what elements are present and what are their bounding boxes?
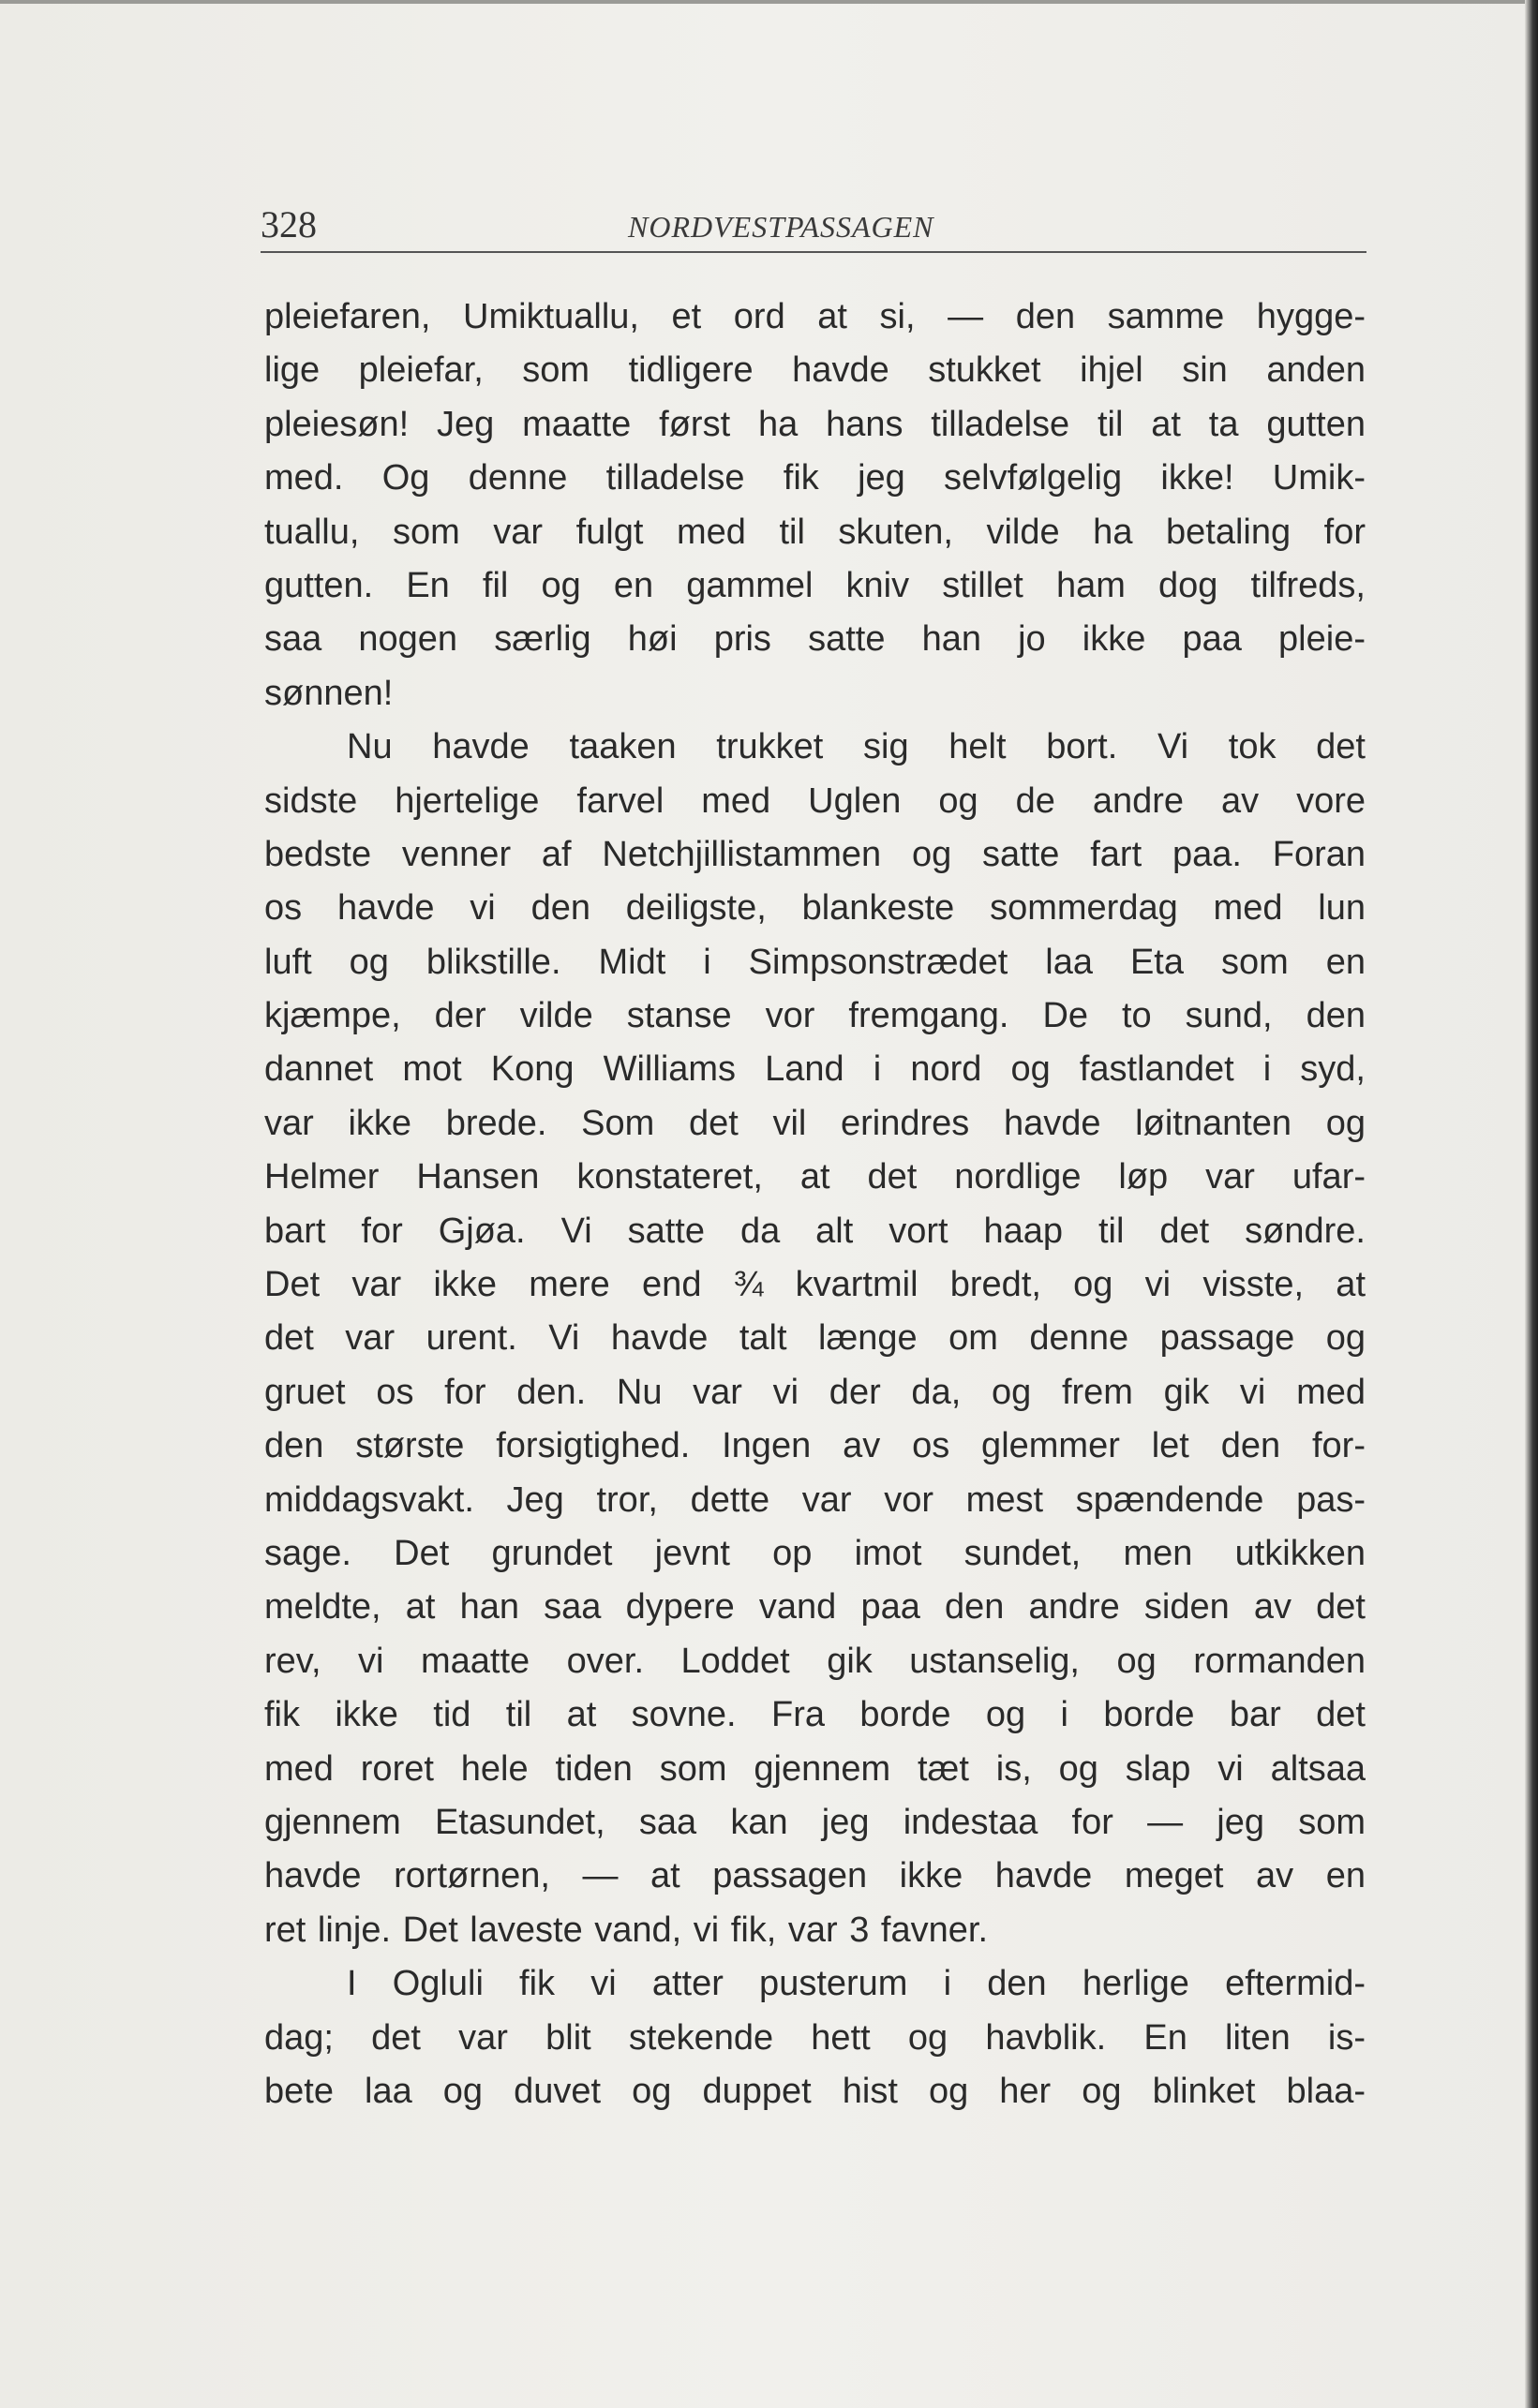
text-line: bart for Gjøa. Vi satte da alt vort haap til det søndre. — [264, 1211, 1366, 1251]
paragraph-first-line: I Ogluli fik vi atter pusterum i den herlige eftermid- — [347, 1964, 1366, 2004]
text-line: havde rortørnen, — at passagen ikke havde meget av en — [264, 1856, 1366, 1896]
text-line: gruet os for den. Nu var vi der da, og frem gik vi med — [264, 1372, 1366, 1412]
text-line: bete laa og duvet og duppet hist og her og blinket blaa- — [264, 2071, 1366, 2111]
text-line: saa nogen særlig høi pris satte han jo ikke paa pleie- — [264, 619, 1366, 660]
text-line: gutten. En fil og en gammel kniv stillet ham dog tilfreds, — [264, 565, 1366, 605]
text-line: var ikke brede. Som det vil erindres havde løitnanten og — [264, 1103, 1366, 1143]
text-line: sidste hjertelige farvel med Uglen og de andre av vore — [264, 780, 1366, 821]
text-line: lige pleiefar, som tidligere havde stukket ihjel sin anden — [264, 350, 1366, 391]
paragraph-first-line: Nu havde taaken trukket sig helt bort. Vi tok det — [347, 727, 1366, 767]
text-line: den største forsigtighed. Ingen av os glemmer let den for- — [264, 1426, 1366, 1466]
text-line: pleiefaren, Umiktuallu, et ord at si, — den samme hygge- — [264, 297, 1366, 336]
body-text — [264, 290, 1366, 2118]
text-line: det var urent. Vi havde talt længe om denne passage og — [264, 1318, 1366, 1359]
text-line: med. Og denne tilladelse fik jeg selvfølgelig ikke! Umik- — [264, 458, 1366, 498]
text-line: kjæmpe, der vilde stanse vor fremgang. De to sund, den — [264, 996, 1366, 1036]
running-title: NORDVESTPASSAGEN — [628, 210, 934, 244]
text-line: dannet mot Kong Williams Land i nord og fastlandet i syd, — [264, 1049, 1366, 1090]
text-line: meldte, at han saa dypere vand paa den andre siden av det — [264, 1587, 1366, 1628]
text-line: med roret hele tiden som gjennem tæt is, og slap vi altsaa — [264, 1748, 1366, 1789]
page-binding-edge — [1525, 0, 1538, 2408]
text-line: Helmer Hansen konstateret, at det nordlige løp var ufar- — [264, 1157, 1366, 1197]
text-line: ret linje. Det laveste vand, vi fik, var 3 favner. — [264, 1910, 989, 1950]
text-line: sage. Det grundet jevnt op imot sundet, men utkikken — [264, 1533, 1366, 1573]
page-number: 328 — [261, 203, 317, 245]
text-line: pleiesøn! Jeg maatte først ha hans tilladelse til at ta gutten — [264, 404, 1366, 444]
text-line: gjennem Etasundet, saa kan jeg indestaa for — jeg som — [264, 1802, 1366, 1842]
text-line: os havde vi den deiligste, blankeste sommerdag med lun — [264, 888, 1366, 929]
page-header — [261, 199, 1366, 253]
text-line: dag; det var blit stekende hett og havblik. En liten is- — [264, 2017, 1366, 2058]
text-line: Det var ikke mere end ¾ kvartmil bredt, og vi visste, at — [264, 1265, 1366, 1305]
page-top-edge — [0, 0, 1538, 4]
text-line: bedste venner af Netchjillistammen og satte fart paa. Foran — [264, 834, 1366, 874]
text-line: sønnen! — [264, 673, 394, 713]
text-line: luft og blikstille. Midt i Simpsonstrædet laa Eta som en — [264, 942, 1366, 982]
text-line: fik ikke tid til at sovne. Fra borde og i borde bar det — [264, 1695, 1366, 1735]
text-line: middagsvakt. Jeg tror, dette var vor mest spændende pas- — [264, 1479, 1366, 1520]
text-line: tuallu, som var fulgt med til skuten, vilde ha betaling for — [264, 512, 1366, 552]
text-line: rev, vi maatte over. Loddet gik ustanselig, og rormanden — [264, 1641, 1366, 1681]
